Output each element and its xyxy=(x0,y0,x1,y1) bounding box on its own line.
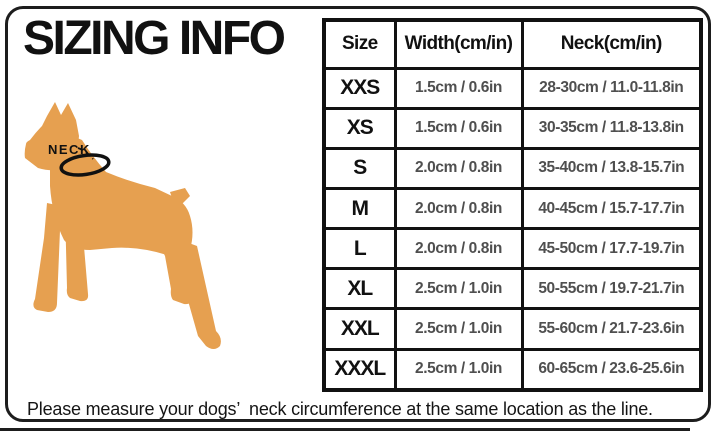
sizing-table xyxy=(322,18,703,392)
neck-cell: 45-50cm / 17.7-19.7in xyxy=(522,229,701,269)
neck-cell: 35-40cm / 13.8-15.7in xyxy=(522,148,701,188)
size-cell: XXL xyxy=(324,309,395,349)
size-cell: M xyxy=(324,188,395,228)
dog-svg xyxy=(20,98,230,358)
size-cell: XXS xyxy=(324,68,395,108)
size-cell: XL xyxy=(324,269,395,309)
size-cell: S xyxy=(324,148,395,188)
width-cell: 2.5cm / 1.0in xyxy=(395,309,522,349)
table-row xyxy=(324,269,701,309)
dog-front-leg xyxy=(33,203,61,312)
bottom-edge-line xyxy=(0,428,690,431)
neck-cell: 55-60cm / 21.7-23.6in xyxy=(522,309,701,349)
page-title: SIZING INFO xyxy=(23,12,284,65)
column-header-neck: Neck(cm/in) xyxy=(522,20,701,68)
column-header-size: Size xyxy=(324,20,395,68)
size-cell: L xyxy=(324,229,395,269)
width-cell: 2.5cm / 1.0in xyxy=(395,269,522,309)
neck-cell: 60-65cm / 23.6-25.6in xyxy=(522,349,701,390)
table-row xyxy=(324,148,701,188)
table-row xyxy=(324,68,701,108)
neck-cell: 50-55cm / 19.7-21.7in xyxy=(522,269,701,309)
neck-cell: 30-35cm / 11.8-13.8in xyxy=(522,108,701,148)
table-row xyxy=(324,108,701,148)
table-row xyxy=(324,349,701,390)
neck-label: NECK xyxy=(48,142,91,157)
footer-note: Please measure your dogs’ neck circumference at the same location as the line. xyxy=(27,399,653,419)
table-row xyxy=(324,309,701,349)
dog-silhouette xyxy=(25,102,221,349)
column-header-width: Width(cm/in) xyxy=(395,20,522,68)
width-cell: 1.5cm / 0.6in xyxy=(395,68,522,108)
size-cell: XXXL xyxy=(324,349,395,390)
width-cell: 1.5cm / 0.6in xyxy=(395,108,522,148)
width-cell: 2.5cm / 1.0in xyxy=(395,349,522,390)
width-cell: 2.0cm / 0.8in xyxy=(395,229,522,269)
neck-cell: 28-30cm / 11.0-11.8in xyxy=(522,68,701,108)
dog-illustration xyxy=(20,98,230,358)
width-cell: 2.0cm / 0.8in xyxy=(395,188,522,228)
header-row xyxy=(324,20,701,68)
size-cell: XS xyxy=(324,108,395,148)
width-cell: 2.0cm / 0.8in xyxy=(395,148,522,188)
table-row xyxy=(324,188,701,228)
table-row xyxy=(324,229,701,269)
neck-cell: 40-45cm / 15.7-17.7in xyxy=(522,188,701,228)
